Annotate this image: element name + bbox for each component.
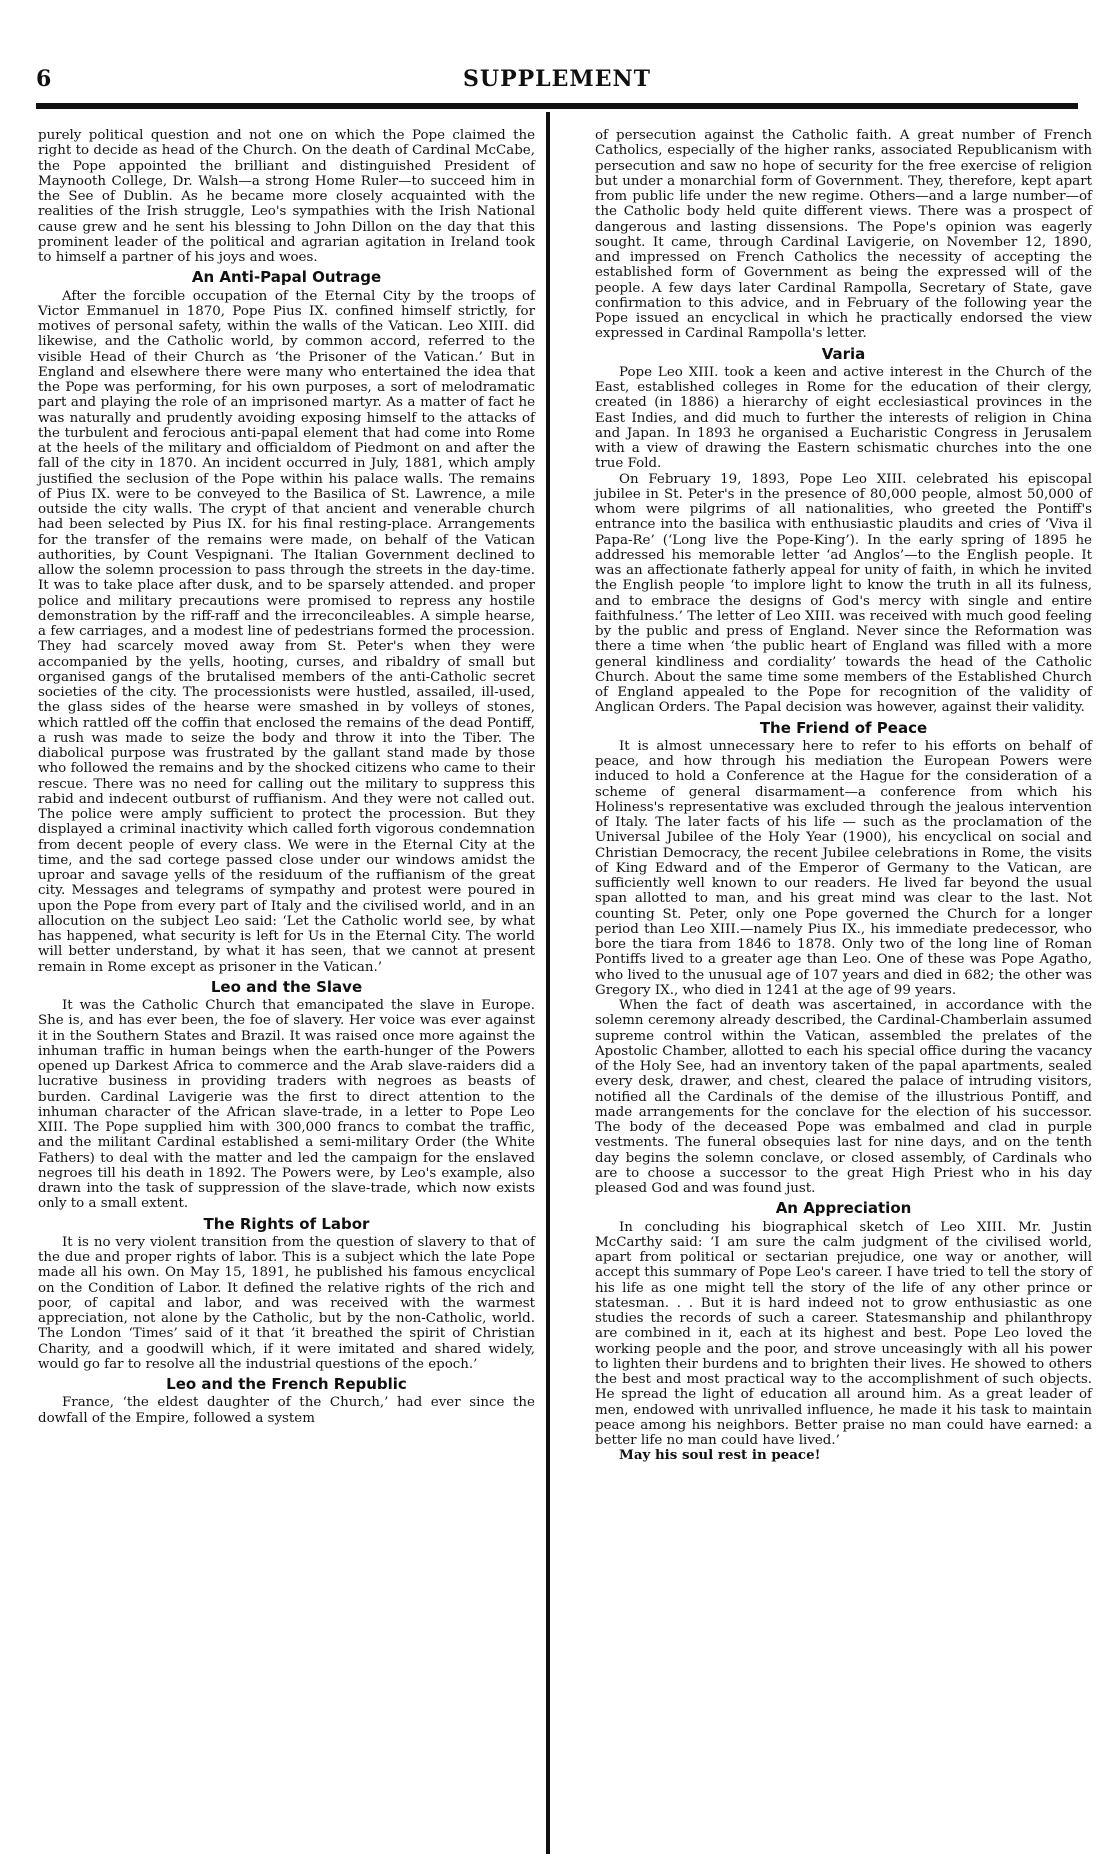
paragraph-outrage: After the forcible occupation of the Eternal City by the troops of Victor Emmanuel in 1870, Pope Pius IX. confined himself strictly, for motives of personal safety, within the walls of the Vatican. Leo XIII. did likewise, and the Catholic world, by common accord, referred to the visible Head of their Church as ‘the Prisoner of the Vatican.’ But in England and elsewhere there were many who entertained the idea that the Pope was performing, for his own purposes, a sort of melodramatic part and playing the role of an imprisoned martyr. As a matter of fact he was naturally and prudently avoiding exposing himself to the attacks of the turbulent and ferocious anti-papal element that had come into Rome at the heels of the military and officialdom of Piedmont on and after the fall of the city in 1870. An incident occurred in July, 1881, which amply justified the seclusion of the Pope within his palace walls. The remains of Pius IX. were to be conveyed to the Basilica of St. Lawrence, a mile outside the city walls. The crypt of that ancient and venerable church had been selected by Pius IX. for his final resting-place. Arrangements for the transfer of the remains were made, on behalf of the Vatican authorities, by Count Vespignani. The Italian Government declined to allow the solemn procession to pass through the streets in the day-time. It was to take place after dusk, and to be sparsely attended. and proper police and military precautions were promised to repress any hostile demonstration by the riff-raff and the irreconcileables. A simple hearse, a few carriages, and a modest line of pedestrians formed the procession. They had scarcely moved away from St. Peter's when they were accompanied by the yells, hooting, curses, and ribaldry of small but organised gangs of the brutalised members of the anti-Catholic secret societies of the city. The processionists were hustled, assailed, ill-used, the glass sides of the hearse were smashed in by volleys of stones, which rattled off the coffin that enclosed the remains of the dead Pontiff, a rush was made to seize the body and throw it into the Tiber. The diabolical purpose was frustrated by the gallant stand made by those who followed the remains and by the shocked citizens who came to their rescue. There was no need for calling out the military to suppress this rabid and indecent outburst of ruffianism. And they were not called out. The police were amply sufficient to protect the procession. But they displayed a criminal inactivity which called forth vigorous condemnation from decent people of every class. We were in the Eternal City at the time, and the sad cortege passed close under our windows amidst the uproar and savage yells of the residuum of the ruffianism of the great city. Messages and telegrams of sympathy and protest were poured in upon the Pope from every part of Italy and the civilised world, and in an allocution on the subject Leo said: ‘Let the Catholic world see, by what has happened, what security is left for Us in the Eternal City. The world will better understand, by what it has seen, that we cannot at present remain in Rome except as prisoner in the Vatican.’ xyxy=(38,288,535,975)
heading-anti-papal-outrage: An Anti-Papal Outrage xyxy=(191,268,382,287)
column-divider-rule xyxy=(546,112,550,1854)
paragraph-french-continued: of persecution against the Catholic faith. A great number of French Catholics, especially of the higher ranks, associated Republicanism with persecution and saw no hope of security for the free exercise of religion but under a monarchial form of Government. They, therefore, kept apart from public life under the new regime. Others—and a large number—of the Catholic body held quite different views. There was a prospect of dangerous and lasting dissensions. The Pope's opinion was eagerly sought. It came, through Cardinal Lavigerie, on November 12, 1890, and impressed on French Catholics the necessity of accepting the established form of Government as being the expressed will of the people. A few days later Cardinal Rampolla, Secretary of State, gave confirmation to this advice, and in February of the following year the Pope issued an encyclical in which he practically endorsed the view expressed in Cardinal Rampolla's letter. xyxy=(595,128,1092,342)
paragraph-appreciation: In concluding his biographical sketch of Leo XIII. Mr. Justin McCarthy said: ‘I am sure the calm judgment of the civilised world, apart from political or sectarian prejudice, one way or another, will accept this summary of Pope Leo's career. I have tried to tell the story of his life as one might tell the story of the life of any other prince or statesman. . . But it is hard indeed not to grow enthusiastic as one studies the records of such a career. Statesmanship and philanthropy are combined in it, each at its highest and best. Pope Leo loved the working people and the poor, and strove unceasingly with all his power to lighten their burdens and to brighten their lives. He showed to others the best and most practical way to the accomplishment of such objects. He spread the light of education all around him. As a great leader of men, endowed with unrivalled influence, he made it his task to maintain peace among his neighbors. Better praise no man could have earned: a better life no man could have lived.’ xyxy=(595,1219,1092,1448)
paragraph-peace-1: It is almost unnecessary here to refer to his efforts on behalf of peace, and how through his mediation the European Powers were induced to hold a Conference at the Hague for the consideration of a scheme of general disarmament—a conference from which his Holiness's representative was excluded through the jealous intervention of Italy. The later facts of his life — such as the proclamation of the Universal Jubilee of the Holy Year (1900), his encyclical on social and Christian Democracy, the recent Jubilee celebrations in Rome, the visits of King Edward and of the Emperor of Germany to the Vatican, are sufficiently well known to our readers. He lived far beyond the usual span allotted to man, and his great mind was clear to the last. Not counting St. Peter, only one Pope governed the Church for a longer period than Leo XIII.—namely Pius IX., his immediate predecessor, who bore the tiara from 1846 to 1878. Only two of the long line of Roman Pontiffs lived to a greater age than Leo. One of these was Pope Agatho, who lived to the unusual age of 107 years and died in 682; the other was Gregory IX., who died in 1241 at the age of 99 years. xyxy=(595,738,1092,998)
paragraph-slave: It was the Catholic Church that emancipated the slave in Europe. She is, and has ever been, the foe of slavery. Her voice was ever against it in the Southern States and Brazil. It was raised once more against the inhuman traffic in human beings when the earth-hunger of the Powers opened up Darkest Africa to commerce and the Arab slave-raiders did a lucrative business in providing traders with negroes as beasts of burden. Cardinal Lavigerie was the first to direct attention to the inhuman character of the African slave-trade, in a letter to Pope Leo XIII. The Pope supplied him with 300,000 francs to combat the traffic, and the militant Cardinal established a semi-military Order (the White Fathers) to deal with the matter and led the campaign for the enslaved negroes till his death in 1892. The Powers were, by Leo's example, also drawn into the task of suppression of the slave-trade, which now exists only to a small extent. xyxy=(38,998,535,1212)
heading-rights-of-labor: The Rights of Labor xyxy=(203,1214,370,1233)
paragraph-french-start: France, ‘the eldest daughter of the Church,’ had ever since the dowfall of the Empire, followed a system xyxy=(38,1395,535,1426)
page-header xyxy=(36,66,1078,106)
left-column xyxy=(38,128,535,1426)
paragraph-varia-2: On February 19, 1893, Pope Leo XIII. celebrated his episcopal jubilee in St. Peter's in the presence of 80,000 people, almost 50,000 of whom were pilgrims of all nationalities, who greeted the Pontiff's entrance into the basilica with enthusiastic plaudits and cries of ‘Viva il Papa-Re’ (‘Long live the Pope-King’). In the early spring of 1895 he addressed his memorable letter ‘ad Anglos’—to the English people. It was an affectionate fatherly appeal for unity of faith, in which he invited the English people ‘to implore light to know the truth in all its fulness, and to embrace the designs of God's mercy with single and entire faithfulness.’ The letter of Leo XIII. was received with much good feeling by the public and press of England. Never since the Reformation was there a time when ‘the public heart of England was filled with a more general kindliness and cordiality’ towards the head of the Catholic Church. About the same time some members of the Established Church of England appealed to the Pope for recognition of the validity of Anglican Orders. The Papal decision was however, against their validity. xyxy=(595,471,1092,716)
heading-friend-of-peace: The Friend of Peace xyxy=(759,718,928,737)
right-column xyxy=(595,128,1092,1464)
page-number: 6 xyxy=(36,66,52,92)
heading-varia: Varia xyxy=(821,344,866,363)
closing-line: May his soul rest in peace! xyxy=(619,1447,821,1464)
heading-leo-and-the-slave: Leo and the Slave xyxy=(210,977,363,996)
paragraph-labor: It is no very violent transition from the question of slavery to that of the due and proper rights of labor. This is a subject which the late Pope made all his own. On May 15, 1891, he published his famous encyclical on the Condition of Labor. It defined the relative rights of the rich and poor, of capital and labor, and was received with the warmest appreciation, not alone by the Catholic, but by the non-Catholic, world. The London ‘Times’ said of it that ‘it breathed the spirit of Christian Charity, and a goodwill which, if it were imitated and shared widely, would go far to resolve all the industrial questions of the epoch.’ xyxy=(38,1234,535,1372)
paragraph-peace-2: When the fact of death was ascertained, in accordance with the solemn ceremony already described, the Cardinal-Chamberlain assumed supreme control within the Vatican, assembled the prelates of the Apostolic Chamber, allotted to each his special office during the vacancy of the Holy See, had an inventory taken of the papal apartments, sealed every desk, drawer, and chest, cleared the palace of intruding visitors, notified all the Cardinals of the demise of the illustrious Pontiff, and made arrangements for the conclave for the election of his successor. The body of the deceased Pope was embalmed and clad in purple vestments. The funeral obsequies last for nine days, and on the tenth day begins the solemn conclave, or closed assembly, of Cardinals who are to choose a successor to the great High Priest who in his day pleased God and was found just. xyxy=(595,998,1092,1196)
paragraph-varia-1: Pope Leo XIII. took a keen and active interest in the Church of the East, established colleges in Rome for the education of their clergy, created (in 1886) a hierarchy of eight ecclesiastical provinces in the East Indies, and did much to further the interests of religion in China and Japan. In 1893 he organised a Eucharistic Congress in Jerusalem with a view of drawing the Eastern schismatic churches into the one true Fold. xyxy=(595,364,1092,472)
heading-french-republic: Leo and the French Republic xyxy=(166,1375,407,1393)
header-rule xyxy=(36,103,1078,109)
running-title: SUPPLEMENT xyxy=(463,66,651,92)
heading-appreciation: An Appreciation xyxy=(775,1199,912,1218)
paragraph-intro: purely political question and not one on which the Pope claimed the right to decide as head of the Church. On the death of Cardinal McCabe, the Pope appointed the brilliant and distinguished President of Maynooth College, Dr. Walsh—a strong Home Ruler—to succeed him in the See of Dublin. As he became more closely acquainted with the realities of the Irish struggle, Leo's sympathies with the Irish National cause grew and he sent his blessing to John Dillon on the day that this prominent leader of the political and agrarian agitation in Ireland took to himself a partner of his joys and woes. xyxy=(38,128,535,265)
